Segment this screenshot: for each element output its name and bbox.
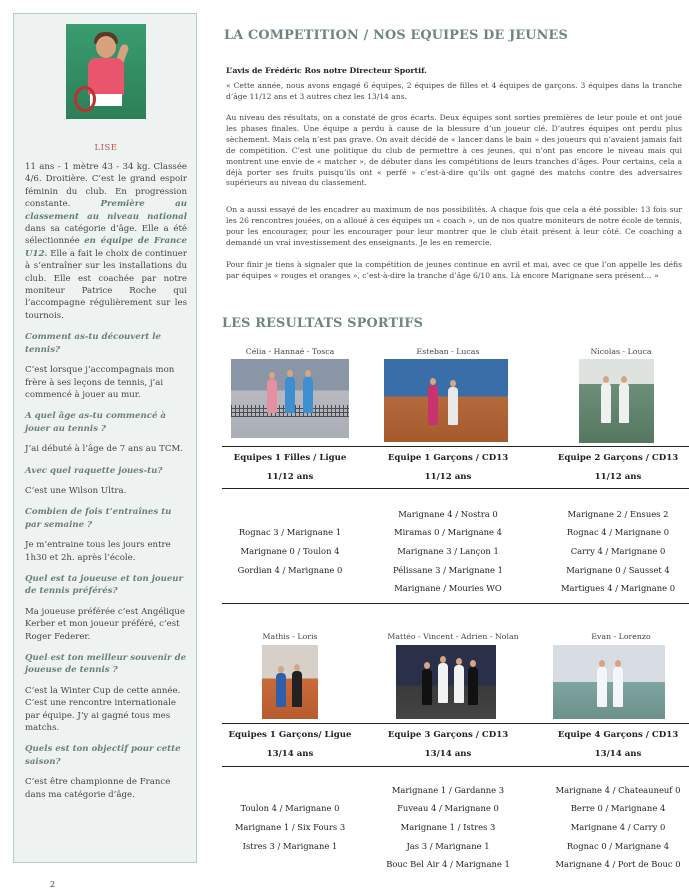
team-age: 13/14 ans [594,749,642,759]
team-photo [396,645,496,719]
team-age: 13/14 ans [266,749,314,759]
article-paragraph: « Cette année, nous avons engagé 6 équipes, 2 équipes de filles et 4 équipes de garçons. 3 équipes dans la tranche d’âge 11/12 ans et 3 autres chez les 13/14 ans. [226,81,682,101]
interview-question: Avec quel raquette joues-tu? [25,465,163,476]
match-result: Marignane 1 / Istres 3 [400,822,496,832]
match-result: Marignane 4 / Nostra 0 [398,509,498,519]
results-title: LES RESULTATS SPORTIFS [222,316,424,331]
player-bio [25,161,187,322]
player-profile-sidebar [13,13,197,863]
match-result: Rognac 3 / Marignane 1 [238,527,342,537]
team-title: Equipe 3 Garçons / CD13 [387,730,509,740]
team-title: Equipe 1 Garçons / CD13 [387,453,509,463]
team-players: Mathis - Loris [262,632,318,641]
team-title: Equipe 4 Garçons / CD13 [557,730,679,740]
interview-answer: J’ai débuté à l’âge de 7 ans au TCM. [25,444,183,455]
bio-text: Elle a fait le choix de continuer à s’entraîner sur les installations du club. Elle est coachée par notre moniteur Patrice Roche qui l’accompagne régulièrement sur les tournois. [25,248,187,321]
interview-answer: C’est être championne de France dans ma catégorie d’âge. [25,777,171,800]
match-result: Berre 0 / Marignane 4 [570,803,666,813]
match-result: Marignane 4 / Port de Bouc 0 [555,859,681,869]
interview-question: Comment as-tu découvert le tennis? [25,332,161,355]
interview-question: Quel est ta joueuse et ton joueur de tennis préférés? [25,573,184,597]
team-age: 11/12 ans [266,472,314,482]
divider [222,766,689,767]
match-result: Miramas 0 / Marignane 4 [394,527,502,537]
match-result: Gordian 4 / Marignane 0 [237,565,343,575]
bio-text: dans sa catégorie d’âge. Elle a été sélectionnée [25,224,187,247]
main-article [222,0,689,895]
match-result: Toulon 4 / Marignane 0 [240,803,340,813]
match-result: Marignane 3 / Lançon 1 [397,546,499,556]
team-players: Célia - Hannaé - Tosca [245,347,335,356]
match-result: Marignane 4 / Chateauneuf 0 [555,785,681,795]
divider [222,603,689,604]
match-result: Jas 3 / Marignane 1 [406,841,490,851]
interview-answer: Je m’entraine tous les jours entre 1h30 et 2h. après l’école. [25,540,171,563]
divider [222,488,689,489]
match-result: Marignane 1 / Gardanne 3 [391,785,505,795]
match-result: Marignane 0 / Sausset 4 [566,565,670,575]
match-result: Pélissane 3 / Marignane 1 [393,565,503,575]
team-photo [231,359,349,438]
article-paragraph: On a aussi essayé de les encadrer au maximum de nos possibilités. A chaque fois que cela a été possible: 13 fois sur les 26 rencontres jouées, on a alloué à ces équipes un « coach », un de nos quatre moniteurs de notre école de tennis, pour les encourager, pour les encourager pour leur montrer que le club était présent à leur côté. Ce coaching a demandé un vrai investissement des enseignants. Je les en remercie. [226,205,682,247]
interview-answer: Ma joueuse préférée c’est Angélique Kerber et mon joueur préféré, c’est Roger Federer. [25,606,186,642]
match-result: Marignane 2 / Ensues 2 [567,509,669,519]
match-result: Marignane / Mouries WO [394,583,502,593]
match-result: Fuveau 4 / Marignane 0 [397,803,499,813]
match-result: Marignane 1 / Six Fours 3 [234,822,346,832]
team-title: Equipes 1 Filles / Ligue [233,453,347,463]
interview-question: Quels est ton objectif pour cette saison? [25,744,181,767]
page-number: 2 [50,880,56,889]
section-title: LA COMPETITION / NOS EQUIPES DE JEUNES [224,28,568,43]
article-paragraph: Pour finir je tiens à signaler que la compétition de jeunes continue en avril et mai, avec ce que l’on appelle les défis par équipes « rouges et oranges », c’est-à-dire la tranche d’âge 6/10 ans. Là encore Marignane sera présent… » [226,260,682,280]
team-players: Mattéo - Vincent - Adrien - Nolan [387,632,519,641]
match-result: Carry 4 / Marignane 0 [570,546,666,556]
team-players: Esteban - Lucas [416,347,480,356]
article-lead: L’avis de Frédéric Ros notre Directeur Sportif. [226,66,427,75]
interview-answer: C’est une Wilson Ultra. [25,485,127,496]
player-photo [66,24,146,119]
interview-answer: C’est la Winter Cup de cette année. C’est une rencontre internationale par équipe. J’y ai gagné tous mes matchs. [25,685,181,734]
divider [222,446,689,447]
match-result: Istres 3 / Marignane 1 [242,841,338,851]
team-players: Nicolas - Louca [590,347,652,356]
team-title: Equipe 2 Garçons / CD13 [557,453,679,463]
team-photo [579,359,654,443]
match-result: Martigues 4 / Marignane 0 [560,583,676,593]
match-result: Rognac 0 / Marignane 4 [566,841,670,851]
bio-text: 11 ans - 1 mètre 43 - 34 kg. Classée 4/6. Droitière. C’est le grand espoir féminin du club. En progression constante. [25,162,187,210]
team-photo [384,359,508,442]
team-title: Equipes 1 Garçons/ Ligue [228,730,352,740]
match-result: Bouc Bel Air 4 / Marignane 1 [386,859,510,869]
match-result: Marignane 0 / Toulon 4 [240,546,340,556]
interview-question: A quel âge as-tu commencé à jouer au tennis ? [25,411,166,434]
interview-question: Combien de fois t’entraînes tu par semaine ? [25,507,172,530]
player-name: LISE [94,143,118,153]
article-paragraph: Au niveau des résultats, on a constaté de gros écarts. Deux équipes sont sorties premières de leur poule et ont joué les phases finales. Une équipe a perdu à cause de la blessure d’un joueur clé. D’autres équipes ont perdu plus sèchement. Mais cela n’est pas grave. On avait décidé de « lancer dans le bain » des joueurs qui n’avaient jamais fait de compétition. C’est une politique du club de permettre à ces jeunes, qui n’ont pas encore le niveau mais qui montrent une envie de « matcher », de débuter dans les compétitions de leurs tranches d’âges. Pour certains, cela a déjà porter ses fruits puisqu’ils ont « perfé » c’est-à-dire qu’ils ont gagné des matchs contre des adversaires supérieurs au niveau du classement. [226,113,682,188]
team-age: 11/12 ans [424,472,472,482]
interview-answer: C’est lorsque j’accompagnais mon frère à ses leçons de tennis, j’ai commencé à jouer au mur. [25,365,175,400]
bio-highlight: Première au classement au niveau national [25,199,188,222]
divider [222,723,689,724]
team-age: 11/12 ans [594,472,642,482]
team-photo [553,645,665,719]
match-result: Marignane 4 / Carry 0 [570,822,666,832]
team-age: 13/14 ans [424,749,472,759]
team-players: Evan - Lorenzo [591,632,651,641]
match-result: Rognac 4 / Marignane 0 [566,527,670,537]
interview-question: Quel est ton meilleur souvenir de joueuse de tennis ? [25,653,187,676]
team-photo [262,645,318,719]
bio-highlight: en équipe de France U12. [25,236,187,259]
